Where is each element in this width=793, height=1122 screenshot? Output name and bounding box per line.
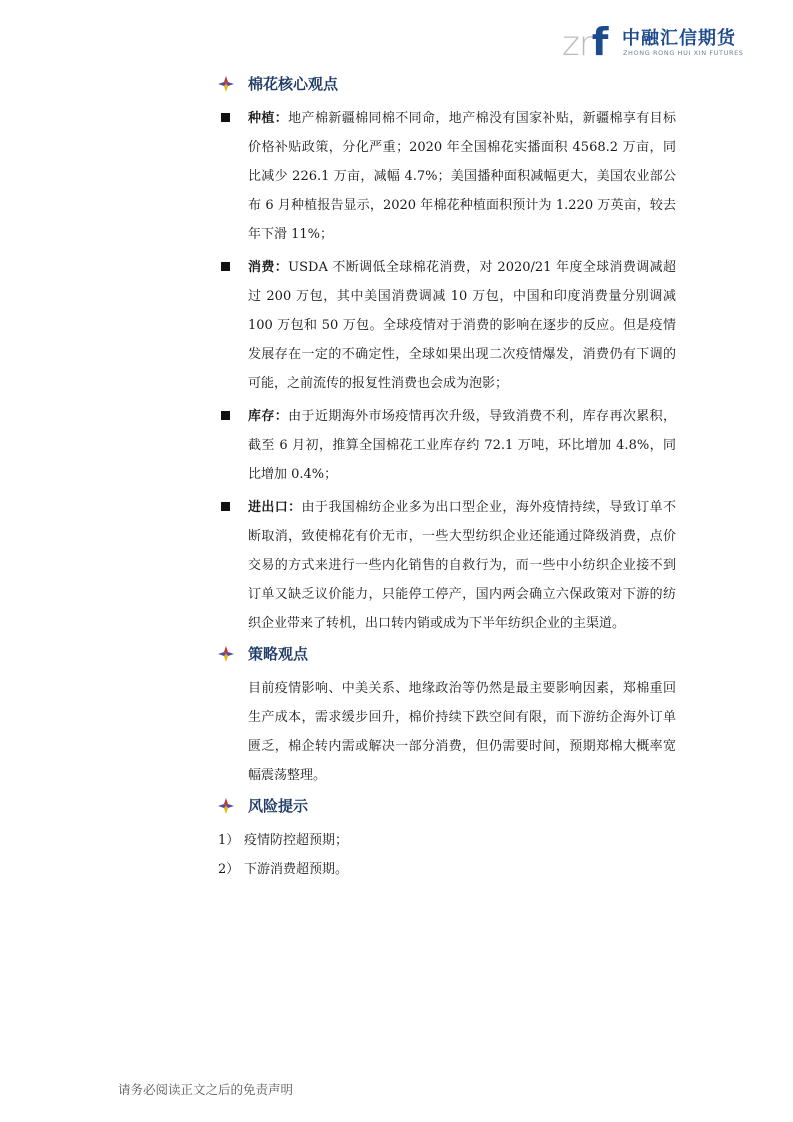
section-heading-strategy <box>218 642 676 668</box>
risk-number: 1） <box>218 833 240 848</box>
section-title: 棉花核心观点 <box>248 75 339 93</box>
strategy-paragraph <box>218 674 676 790</box>
square-bullet-icon <box>221 502 230 511</box>
square-bullet-icon <box>221 113 230 122</box>
bullet-text <box>248 493 676 638</box>
logo-mark-f: f <box>591 20 608 64</box>
diamond-bullet-icon <box>218 76 234 92</box>
logo-company-english: ZHONG RONG HUI XIN FUTURES <box>623 49 744 57</box>
diamond-bullet-icon <box>218 798 234 814</box>
footer-disclaimer: 请务必阅读正文之后的免责声明 <box>118 1082 294 1097</box>
logo-mark <box>562 22 618 62</box>
strategy-text: 目前疫情影响、中美关系、地缘政治等仍然是最主要影响因素，郑棉重回生产成本，需求缓步回升，棉价持续下跌空间有限，而下游纺企海外订单匮乏，棉企转内需或解决一部分消费，但仍需要时间，预期郑棉大概率宽幅震荡整理。 <box>248 681 676 783</box>
square-bullet-icon <box>221 262 230 271</box>
section-heading-risk <box>218 794 676 820</box>
bullet-inventory <box>218 402 676 489</box>
bullet-label: 消费： <box>248 260 289 275</box>
bullet-text <box>248 253 676 398</box>
section-heading-core-view <box>218 72 676 98</box>
bullet-label: 进出口： <box>248 500 302 515</box>
risk-text: 疫情防控超预期； <box>244 833 349 848</box>
risk-item <box>218 826 676 855</box>
bullet-label: 库存： <box>248 409 289 424</box>
risk-number: 2） <box>218 862 240 877</box>
brand-logo <box>562 22 752 64</box>
bullet-planting <box>218 104 676 249</box>
section-title: 风险提示 <box>248 797 309 815</box>
risk-text: 下游消费超预期。 <box>244 862 349 877</box>
bullet-body: 由于我国棉纺企业多为出口型企业，海外疫情持续，导致订单不断取消，致使棉花有价无市，一些大型纺织企业还能通过降级消费，点价交易的方式来进行一些内化销售的自救行为，而一些中小纺织企业接不到订单又缺乏议价能力，只能停工停产，国内两会确立六保政策对下游的纺织企业带来了转机，出口转内销或成为下半年纺织企业的主渠道。 <box>248 500 676 631</box>
logo-company-name: 中融汇信期货 <box>622 28 736 49</box>
bullet-consumption <box>218 253 676 398</box>
bullet-body: 由于近期海外市场疫情再次升级，导致消费不利，库存再次累积，截至 6 月初，推算全国棉花工业库存约 72.1 万吨，环比增加 4.8%，同比增加 0.4%； <box>248 409 676 482</box>
section-title: 策略观点 <box>248 645 309 663</box>
bullet-label: 种植： <box>248 111 289 126</box>
diamond-bullet-icon <box>218 646 234 662</box>
bullet-text <box>248 402 676 489</box>
square-bullet-icon <box>221 411 230 420</box>
logo-mark-zr: zr <box>562 24 592 64</box>
document-body <box>218 72 676 884</box>
bullet-body: USDA 不断调低全球棉花消费，对 2020/21 年度全球消费调减超过 200 万包，其中美国消费调减 10 万包，中国和印度消费量分别调减 100 万包和 50 万包。全球疫情对于消费的影响在逐步的反应。但是疫情发展存在一定的不确定性，全球如果出现二次疫情爆发，消费仍有下调的可能，之前流传的报复性消费也会成为泡影； <box>248 260 676 391</box>
risk-item <box>218 855 676 884</box>
bullet-body: 地产棉新疆棉同棉不同命，地产棉没有国家补贴，新疆棉享有目标价格补贴政策，分化严重；2020 年全国棉花实播面积 4568.2 万亩，同比减少 226.1 万亩，减幅 4.7%；美国播种面积减幅更大，美国农业部公布 6 月种植报告显示，2020 年棉花种植面积预计为 1.220 万英亩，较去年下滑 11%； <box>248 111 676 242</box>
bullet-import-export <box>218 493 676 638</box>
bullet-text <box>248 104 676 249</box>
